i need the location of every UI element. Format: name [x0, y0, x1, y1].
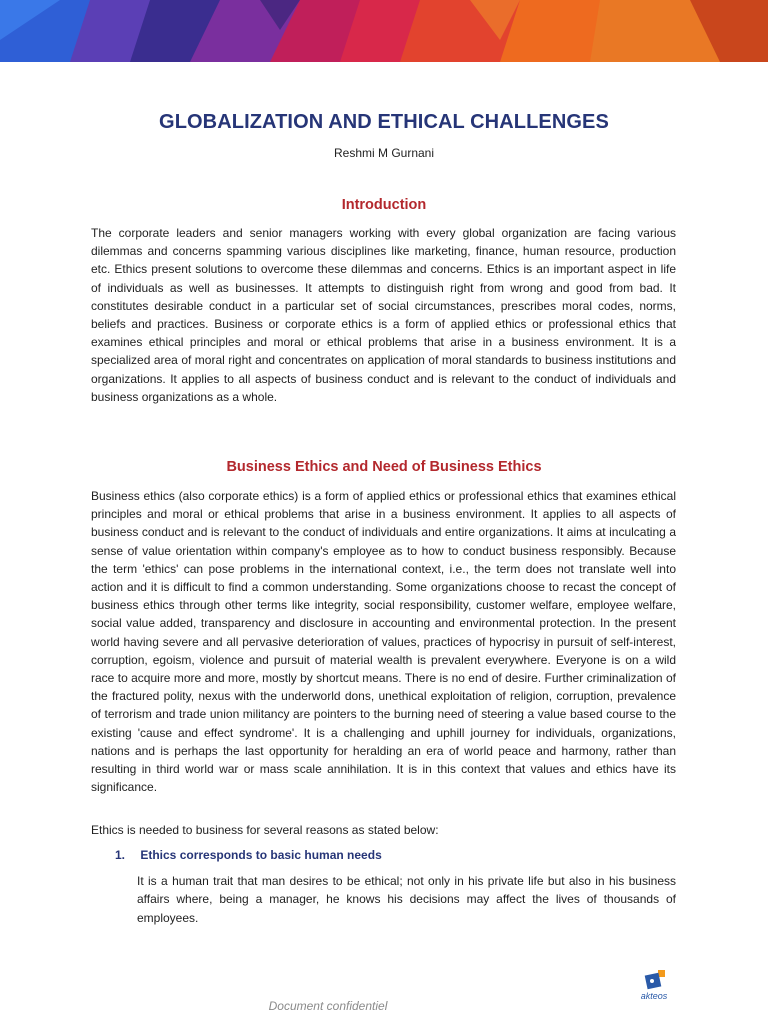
author-name: Reshmi M Gurnani: [333, 146, 435, 160]
business-ethics-heading: Business Ethics and Need of Business Ethics: [226, 459, 542, 475]
list-item-heading: [115, 848, 382, 862]
akteos-logo: [632, 968, 676, 1008]
document-title: GLOBALIZATION AND ETHICAL CHALLENGES: [159, 111, 609, 133]
list-item-number: 1.: [115, 848, 126, 862]
confidential-footer: Document confidentiel: [268, 999, 388, 1013]
akteos-logo-icon: [632, 968, 676, 992]
reasons-intro-text: Ethics is needed to business for several reasons as stated below:: [91, 823, 439, 837]
logo-text: akteos: [640, 991, 668, 1001]
introduction-paragraph: The corporate leaders and senior managers working with every global organization are facing various dilemmas and concerns spamming various disciplines like marketing, finance, human resource, production etc. Ethics present solutions to overcome these dilemmas and concerns. Ethics is an important aspect in life of individuals as well as businesses. It attempts to distinguish right from wrong and good from bad. It constitutes desirable conduct in a particular set of social circumstances, prescribes moral codes, norms, beliefs and practices. Business or corporate ethics is a form of applied ethics or professional ethics that examines ethical principles and moral or ethical problems that arise in a business environment. It is a specialized area of moral right and concentrates on application of moral standards to business institutions and organizations. It applies to all aspects of business conduct and is relevant to the conduct of individuals and business organizations as a whole.: [91, 226, 676, 404]
business-ethics-paragraph: Business ethics (also corporate ethics) is a form of applied ethics or professional ethics that examines ethical principles and moral or ethical problems that arise in a business environment. It applies to all aspects of business conduct and is relevant to the conduct of individuals and entire organizations. It aims at inculcating a sense of value orientation within company's employee as to how to conduct business responsibly. Because the term 'ethics' can pose problems in the international context, i.e., the term does not translate well into action and it is difficult to find a common understanding. Some organizations choose to recast the concept of business ethics through other terms like integrity, social responsibility, customer welfare, employee welfare, social value added, transparency and disclosure in accounting and environmental protection. In the present world having severe and all pervasive deterioration of values, practices of hypocrisy in pursuit of self-interest, corruption, egoism, violence and pursuit of material wealth is prevalent everywhere. Everyone is on a wild race to acquire more and more, mostly by shortcut means. There is no end of desire. Further criminalization of the fractured polity, nexus with the underworld dons, unethical exploitation of religion, corruption, prevalence of terrorism and trade union militancy are pointers to the burning need of steering a value based course to the existing 'cause and effect syndrome'. It is a challenging and uphill journey for individuals, organizations, nations and is perhaps the last opportunity for heralding an era of world peace and harmony, rather than resulting in third world war or mass scale annihilation. It is in this context that values and ethics have its significance.: [91, 489, 676, 795]
list-item-title: Ethics corresponds to basic human needs: [140, 848, 382, 862]
list-item-text: It is a human trait that man desires to be ethical; not only in his private life but also in his business affairs where, being a manager, he knows his decisions may affect the lives of thousands of employees.: [137, 874, 676, 925]
introduction-heading: Introduction: [341, 197, 427, 213]
decorative-header-banner: [0, 0, 768, 62]
